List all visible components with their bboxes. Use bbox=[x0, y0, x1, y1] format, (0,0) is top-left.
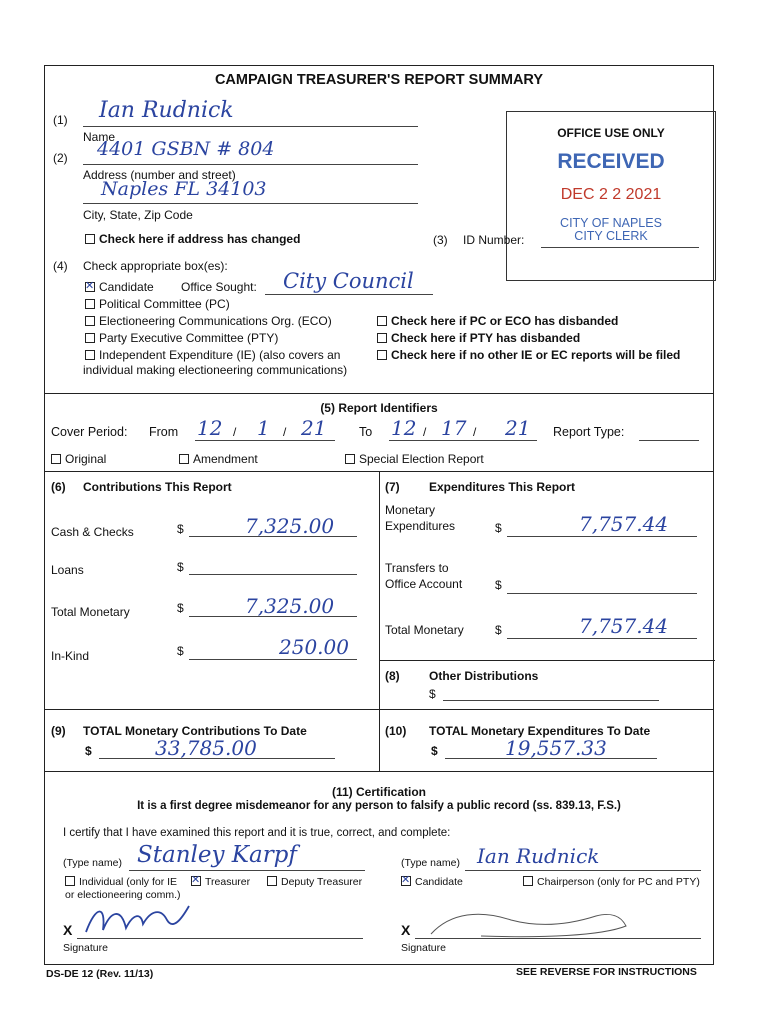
type-name-label: (Type name) bbox=[63, 857, 122, 869]
stamp-clerk: CITY CLERK bbox=[574, 229, 648, 243]
deputy-treasurer-checkbox[interactable]: Deputy Treasurer bbox=[267, 876, 362, 888]
checkbox-icon bbox=[377, 350, 387, 360]
original-checkbox[interactable]: Original bbox=[51, 452, 106, 466]
currency-sign: $ bbox=[177, 601, 184, 615]
see-reverse-note: SEE REVERSE FOR INSTRUCTIONS bbox=[516, 966, 697, 978]
section-6-number: (6) bbox=[51, 480, 66, 494]
currency-sign: $ bbox=[495, 623, 502, 637]
ie-checkbox[interactable]: Independent Expenditure (IE) (also covers an bbox=[85, 348, 340, 362]
candidate-name-field[interactable]: Ian Rudnick bbox=[477, 844, 600, 868]
candidate-signature bbox=[421, 906, 631, 942]
report-identifiers-title: (5) Report Identifiers bbox=[320, 401, 438, 415]
checkbox-icon bbox=[267, 876, 277, 886]
divider bbox=[45, 393, 713, 394]
date-slash: / bbox=[423, 425, 427, 439]
form-title: CAMPAIGN TREASURER'S REPORT SUMMARY bbox=[214, 72, 544, 88]
total-monetary-label: Total Monetary bbox=[51, 605, 130, 619]
certification-title: (11) Certification bbox=[331, 785, 427, 799]
pty-checkbox[interactable]: Party Executive Committee (PTY) bbox=[85, 331, 278, 345]
candidate-cert-checkbox[interactable]: ✕Candidate bbox=[401, 876, 463, 888]
currency-sign: $ bbox=[177, 644, 184, 658]
office-use-label: OFFICE USE ONLY bbox=[557, 126, 665, 140]
signature-x: X bbox=[401, 922, 411, 938]
expenditures-label: Expenditures bbox=[385, 519, 456, 533]
form-id: DS-DE 12 (Rev. 11/13) bbox=[46, 968, 154, 980]
section-9-number: (9) bbox=[51, 724, 66, 738]
cover-period-label: Cover Period: bbox=[51, 425, 128, 439]
transfers-label: Transfers to bbox=[385, 561, 449, 575]
currency-sign: $ bbox=[177, 560, 184, 574]
checkbox-icon bbox=[523, 876, 533, 886]
currency-sign: $ bbox=[177, 522, 184, 536]
checkbox-icon bbox=[85, 316, 95, 326]
to-year[interactable]: 21 bbox=[505, 416, 531, 440]
checkbox-icon bbox=[85, 299, 95, 309]
amendment-checkbox[interactable]: Amendment bbox=[179, 452, 258, 466]
total-expenditures-field[interactable]: 7,757.44 bbox=[579, 614, 669, 638]
section-7-number: (7) bbox=[385, 480, 400, 494]
report-type-field[interactable] bbox=[639, 440, 699, 441]
report-type-label: Report Type: bbox=[553, 425, 625, 439]
total-expenditures-label: Total Monetary bbox=[385, 623, 464, 637]
section-4-number: (4) bbox=[53, 259, 68, 273]
signature-x: X bbox=[63, 922, 73, 938]
check-boxes-label: Check appropriate box(es): bbox=[83, 259, 228, 273]
office-account-label: Office Account bbox=[385, 577, 463, 591]
currency-sign: $ bbox=[495, 578, 502, 592]
office-use-stamp bbox=[506, 111, 716, 281]
divider bbox=[379, 660, 715, 661]
received-stamp: RECEIVED bbox=[557, 150, 665, 173]
section-2-number: (2) bbox=[53, 151, 68, 165]
address-changed-checkbox[interactable]: Check here if address has changed bbox=[85, 232, 300, 246]
transfers-field[interactable] bbox=[507, 593, 697, 594]
disband-pty-checkbox[interactable]: Check here if PTY has disbanded bbox=[377, 331, 580, 345]
disband-pc-checkbox[interactable]: Check here if PC or ECO has disbanded bbox=[377, 314, 618, 328]
loans-field[interactable] bbox=[189, 574, 357, 575]
no-other-checkbox[interactable]: Check here if no other IE or EC reports will be filed bbox=[377, 348, 680, 362]
checkbox-checked-icon bbox=[85, 282, 95, 292]
treasurer-signature bbox=[81, 900, 193, 940]
monetary-expenditures-field[interactable]: 7,757.44 bbox=[579, 512, 669, 536]
address-field[interactable]: 4401 GSBN # 804 bbox=[97, 138, 275, 160]
total-expenditures-to-date-title: TOTAL Monetary Expenditures To Date bbox=[429, 724, 651, 738]
total-contributions-title: TOTAL Monetary Contributions To Date bbox=[83, 724, 307, 738]
in-kind-label: In-Kind bbox=[51, 649, 90, 663]
name-label: Name bbox=[83, 130, 116, 144]
monetary-label: Monetary bbox=[385, 503, 436, 517]
checkbox-checked-icon bbox=[191, 876, 201, 886]
checkbox-icon bbox=[345, 454, 355, 464]
expenditures-title: Expenditures This Report bbox=[429, 480, 576, 494]
certify-statement: I certify that I have examined this report and it is true, correct, and complete: bbox=[63, 827, 451, 839]
type-name-label: (Type name) bbox=[401, 857, 460, 869]
section-1-number: (1) bbox=[53, 113, 68, 127]
to-month[interactable]: 12 bbox=[391, 416, 417, 440]
checkbox-icon bbox=[85, 234, 95, 244]
individual-checkbox[interactable]: Individual (only for IE bbox=[65, 876, 177, 888]
checkbox-checked-icon bbox=[401, 876, 411, 886]
ie-description: individual making electioneering communications) bbox=[83, 363, 348, 377]
eco-checkbox[interactable]: Electioneering Communications Org. (ECO) bbox=[85, 314, 332, 328]
cash-checks-label: Cash & Checks bbox=[51, 525, 134, 539]
address-label: Address (number and street) bbox=[83, 168, 236, 182]
checkbox-icon bbox=[85, 350, 95, 360]
id-number-field[interactable] bbox=[541, 247, 699, 248]
divider bbox=[379, 709, 380, 771]
treasurer-name-field[interactable]: Stanley Karpf bbox=[137, 842, 297, 868]
special-election-checkbox[interactable]: Special Election Report bbox=[345, 452, 484, 466]
checkbox-icon bbox=[65, 876, 75, 886]
checkbox-icon bbox=[377, 333, 387, 343]
received-date: DEC 2 2 2021 bbox=[560, 186, 662, 203]
section-3-number: (3) bbox=[433, 233, 448, 247]
divider bbox=[45, 771, 713, 772]
currency-sign: $ bbox=[85, 744, 92, 758]
office-sought-label: Office Sought: bbox=[181, 280, 257, 294]
currency-sign: $ bbox=[495, 521, 502, 535]
certification-warning: It is a first degree misdemeanor for any person to falsify a public record (ss. 839.13, F.S.) bbox=[137, 800, 621, 812]
other-distributions-field[interactable] bbox=[443, 700, 659, 701]
total-contributions-field[interactable]: 33,785.00 bbox=[155, 736, 257, 760]
office-sought-field[interactable]: City Council bbox=[283, 269, 414, 293]
section-10-number: (10) bbox=[385, 724, 407, 738]
checkbox-icon bbox=[51, 454, 61, 464]
date-slash: / bbox=[233, 425, 237, 439]
id-number-label: ID Number: bbox=[463, 233, 525, 247]
candidate-checkbox[interactable]: ✕Candidate bbox=[85, 280, 154, 294]
city-label: City, State, Zip Code bbox=[83, 208, 193, 222]
cash-checks-field[interactable]: 7,325.00 bbox=[245, 514, 335, 538]
from-month[interactable]: 12 bbox=[197, 416, 223, 440]
total-expenditures-to-date-field[interactable]: 19,557.33 bbox=[505, 736, 607, 760]
stamp-city: CITY OF NAPLES bbox=[560, 216, 662, 230]
loans-label: Loans bbox=[51, 563, 84, 577]
currency-sign: $ bbox=[431, 744, 438, 758]
individual-note: or electioneering comm.) bbox=[65, 889, 181, 901]
total-monetary-field[interactable]: 7,325.00 bbox=[245, 594, 335, 618]
other-distributions-title: Other Distributions bbox=[429, 669, 539, 683]
in-kind-field[interactable]: 250.00 bbox=[279, 635, 349, 659]
date-slash: / bbox=[283, 425, 287, 439]
contributions-title: Contributions This Report bbox=[83, 480, 232, 494]
chairperson-checkbox[interactable]: Chairperson (only for PC and PTY) bbox=[523, 876, 700, 888]
checkbox-icon bbox=[85, 333, 95, 343]
signature-label: Signature bbox=[401, 942, 446, 954]
checkbox-icon bbox=[377, 316, 387, 326]
section-8-number: (8) bbox=[385, 669, 400, 683]
from-year[interactable]: 21 bbox=[301, 416, 327, 440]
signature-label: Signature bbox=[63, 942, 108, 954]
from-label: From bbox=[149, 425, 179, 439]
divider bbox=[379, 471, 380, 709]
checkbox-icon bbox=[179, 454, 189, 464]
name-field[interactable]: Ian Rudnick bbox=[99, 98, 234, 123]
to-day[interactable]: 17 bbox=[441, 416, 467, 440]
from-day[interactable]: 1 bbox=[257, 416, 270, 440]
date-slash: / bbox=[473, 425, 477, 439]
city-field[interactable]: Naples FL 34103 bbox=[101, 178, 267, 200]
to-label: To bbox=[359, 425, 373, 439]
treasurer-checkbox[interactable]: ✕Treasurer bbox=[191, 876, 250, 888]
treasurer-report-form bbox=[44, 65, 714, 965]
pc-checkbox[interactable]: Political Committee (PC) bbox=[85, 297, 230, 311]
currency-sign: $ bbox=[429, 687, 436, 701]
